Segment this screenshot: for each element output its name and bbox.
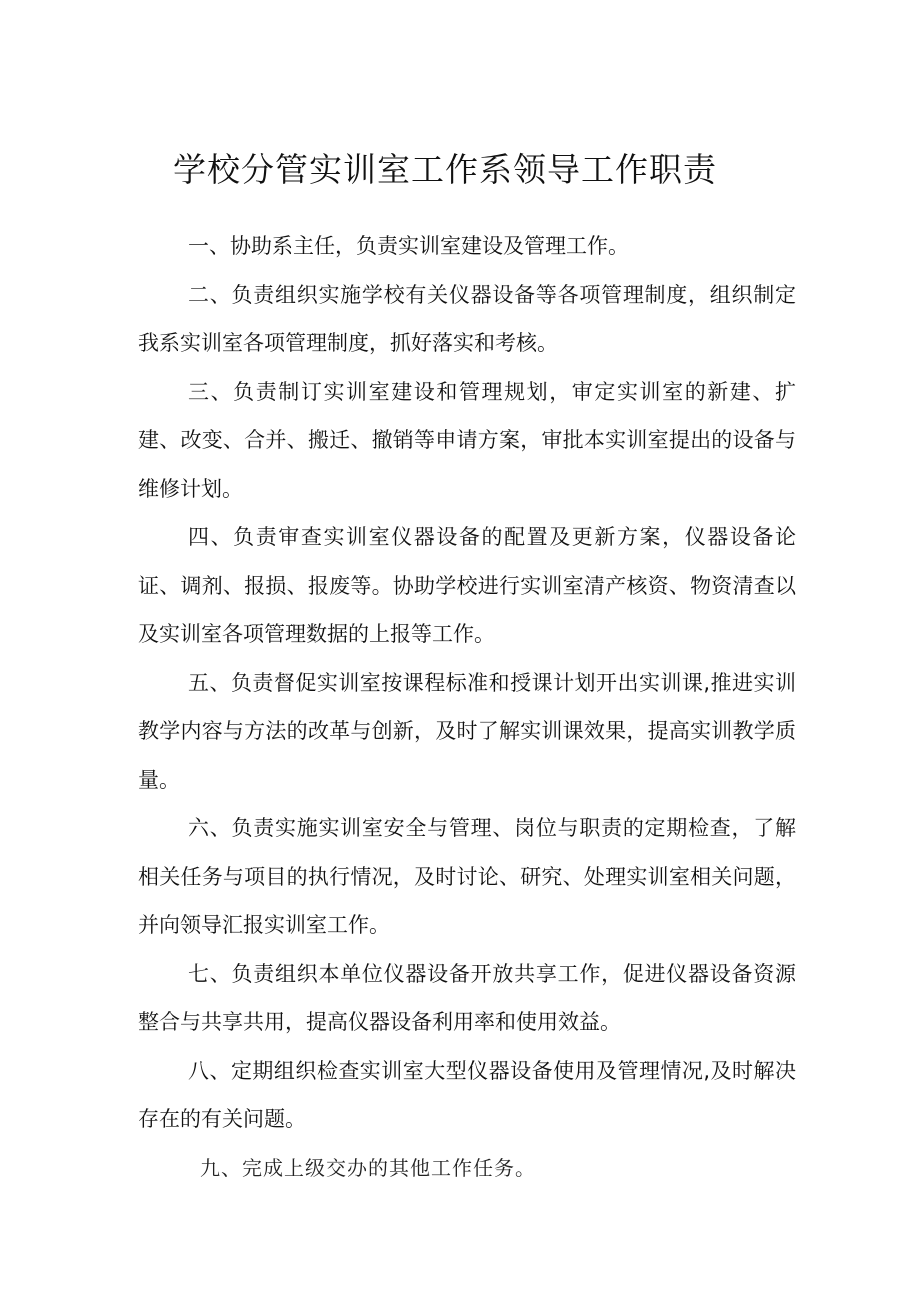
duty-item-7: 七、负责组织本单位仪器设备开放共享工作，促进仪器设备资源整合与共享共用，提高仪器设备利用率和使用效益。 [138,961,796,1034]
duty-item-1: 一、协助系主任，负责实训室建设及管理工作。 [188,234,629,258]
duty-item-5: 五、负责督促实训室按课程标准和授课计划开出实训课,推进实训教学内容与方法的改革与创新，及时了解实训课效果，提高实训教学质量。 [138,670,796,792]
document-title: 学校分管实训室工作系领导工作职责 [173,150,717,189]
duty-item-2: 二、负责组织实施学校有关仪器设备等各项管理制度，组织制定我系实训室各项管理制度，抓好落实和考核。 [138,282,796,355]
duty-item-9: 九、完成上级交办的其他工作任务。 [200,1155,536,1180]
duty-item-3: 三、负责制订实训室建设和管理规划，审定实训室的新建、扩建、改变、合并、搬迁、撤销等申请方案，审批本实训室提出的设备与维修计划。 [138,379,796,501]
duty-item-6: 六、负责实施实训室安全与管理、岗位与职责的定期检查，了解相关任务与项目的执行情况，及时讨论、研究、处理实训室相关问题，并向领导汇报实训室工作。 [138,816,796,937]
duty-item-4: 四、负责审查实训室仪器设备的配置及更新方案，仪器设备论证、调剂、报损、报废等。协助学校进行实训室清产核资、物资清查以及实训室各项管理数据的上报等工作。 [138,525,796,646]
document-body [138,222,796,1192]
duty-item-8: 八、定期组织检查实训室大型仪器设备使用及管理情况,及时解决存在的有关问题。 [138,1058,796,1131]
